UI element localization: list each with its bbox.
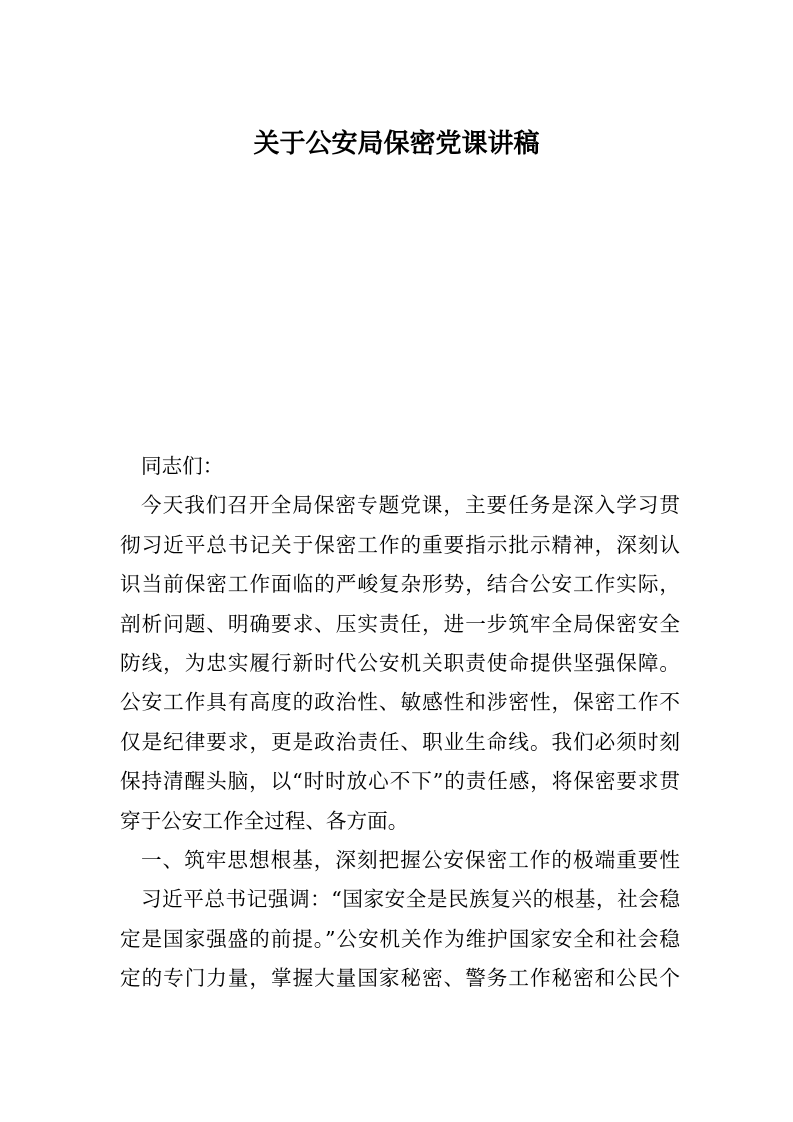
paragraph-line: 彻习近平总书记关于保密工作的重要指示批示精神，深刻认 <box>120 532 680 557</box>
paragraph-line: 识当前保密工作面临的严峻复杂形势，结合公安工作实际， <box>120 572 680 597</box>
paragraph-line: 剖析问题、明确要求、压实责任，进一步筑牢全局保密安全 <box>120 611 680 636</box>
paragraph-line: 同志们： <box>141 454 224 478</box>
document-title: 关于公安局保密党课讲稿 <box>253 129 540 159</box>
paragraph-line: 定是国家强盛的前提。”公安机关作为维护国家安全和社会稳 <box>120 926 680 951</box>
paragraph-line: 一、筑牢思想根基，深刻把握公安保密工作的极端重要性 <box>141 847 680 872</box>
paragraph-line: 仅是纪律要求，更是政治责任、职业生命线。我们必须时刻 <box>120 729 680 754</box>
paragraph-line: 保持清醒头脑，以“时时放心不下”的责任感，将保密要求贯 <box>120 769 680 794</box>
paragraph-line: 习近平总书记强调：“国家安全是民族复兴的根基，社会稳 <box>141 887 680 912</box>
paragraph-line: 定的专门力量，掌握大量国家秘密、警务工作秘密和公民个 <box>120 966 680 991</box>
paragraph-line: 穿于公安工作全过程、各方面。 <box>120 808 409 833</box>
paragraph-line: 今天我们召开全局保密专题党课，主要任务是深入学习贯 <box>141 493 680 518</box>
paragraph-line: 防线，为忠实履行新时代公安机关职责使命提供坚强保障。 <box>120 650 680 675</box>
paragraph-line: 公安工作具有高度的政治性、敏感性和涉密性，保密工作不 <box>120 690 680 715</box>
document-body <box>120 447 680 998</box>
